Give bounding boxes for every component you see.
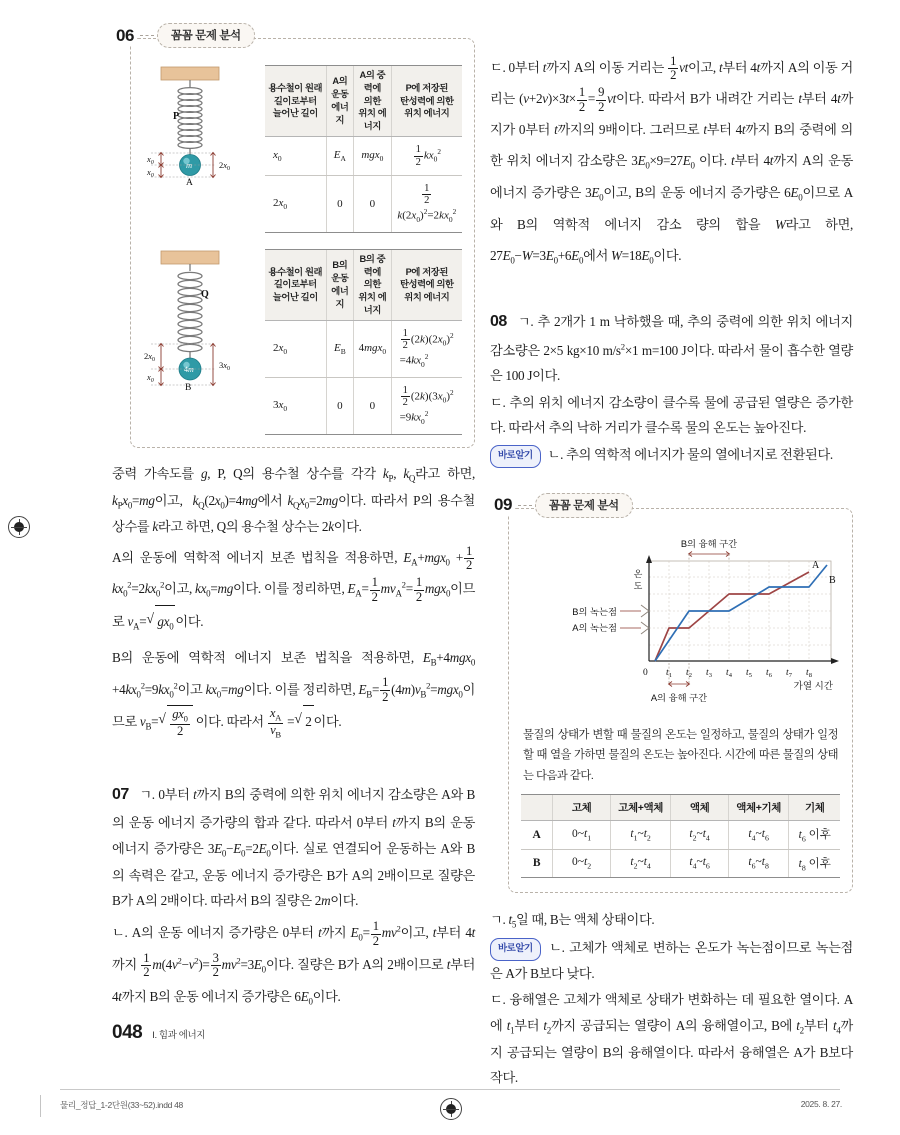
svg-text:t2: $t_2$ [686, 667, 692, 679]
question-09-solution [490, 907, 853, 1090]
barro-algi-badge: 바로알기 [490, 445, 541, 468]
dash-connector [518, 505, 532, 506]
dash-connector [140, 35, 154, 36]
question-06-number: 06 [113, 26, 137, 46]
cell-substance: A [521, 821, 553, 849]
state-table-header-row [521, 795, 840, 821]
right-column [490, 38, 853, 1090]
page-folio [112, 1022, 205, 1044]
svg-text:0: 0 [643, 667, 648, 678]
svg-text:B: B [185, 382, 192, 393]
barro-algi-badge: 바로알기 [490, 938, 541, 961]
cell-gpe: 4mgx$_0$ [354, 320, 391, 377]
q08-paragraph-barro: 바로알기 ㄴ. 추의 역학적 에너지가 물의 열에너지로 전환된다. [490, 442, 853, 468]
question-06-analysis-box [116, 25, 475, 448]
th-elastic-pe-p: P에 저장된 탄성력에 의한 위치 에너지 [391, 249, 462, 320]
svg-text:m: m [186, 160, 193, 170]
question-06-solution [112, 461, 475, 740]
spring-figure-b [143, 249, 263, 404]
svg-text:A의 녹는점: A의 녹는점 [572, 622, 617, 633]
energy-table-b [265, 249, 462, 435]
cell-solid: $0\sim t_1$ [553, 821, 610, 849]
cell-gpe: mgx$_0$ [354, 137, 391, 176]
q06-paragraph-1: 중력 가속도를 g, P, Q의 용수철 상수를 각각 $k_P$, $k_Q$라고 하면, $k_Px_0=mg$이고, $k_Q(2x_0)=4mg$에서 $k_Qx_0=2mg$이다. 따라서 P의 용수철 상수를 k라고 하면, Q의 용수철 상수는 2k이다. [112, 465, 475, 535]
question-06-header [113, 23, 255, 48]
svg-text:도: 도 [633, 580, 643, 591]
q07-paragraph-d: ㄷ. 0부터 t까지 A의 이동 거리는 $\frac{1}{2}$ vt이고, t부터 4t까지 A의 이동 거리는 (v+2v)×3t× $\frac{1}{2}$ = $\frac{9}{2}$ vt이다. 따라서 B가 내려간 거리는 t부터 4t까지가 0부터 t까지의 9배이다. 그러므로 t부터 4t까지 B의 중력에 의한 위치 에너지 감소량은 $3E_0\times 9=27E_0$ 이다. t부터 4t까지 A의 운동 에너지 증가량은 $3E_0$이고, B의 운동 에너지 증가량은 $6E_0$이므로 A와 B의 역학적 에너지 감소 량의 합을 W라고 하면, $27E_0-W=3E_0+6E_0$에서 $W=18E_0$이다. [490, 53, 854, 266]
cell-ke: 0 [326, 377, 354, 434]
analysis-badge: 꼼꼼 문제 분석 [157, 23, 255, 48]
heating-curve-chart [521, 539, 840, 719]
table-row [521, 849, 840, 877]
figure-b-table-b-row [143, 249, 462, 435]
table-row [521, 821, 840, 849]
th-spring-extension: 용수철이 원래 길이로부터 늘어난 길이 [265, 66, 326, 137]
table-row [265, 320, 462, 377]
svg-text:t5: $t_5$ [746, 667, 752, 679]
th-kinetic-energy-a: A의 운동 에너지 [326, 66, 354, 137]
imprint-filename: 물리_정답_1-2단원(33~52).indd 48 [60, 1100, 183, 1110]
th-kinetic-energy-b: B의 운동 에너지 [326, 249, 354, 320]
q09-paragraph-barro: 바로알기 ㄴ. 고체가 액체로 변하는 온도가 녹는점이므로 녹는점은 A가 B보다 낮다. [490, 939, 853, 982]
footer-rule [60, 1089, 840, 1090]
th-blank [521, 795, 553, 821]
cell-epe: $\frac{1}{2}$ $kx_0^2$ [391, 137, 462, 176]
table-b-wrapper [265, 249, 462, 435]
cell-ke: $E_A$ [326, 137, 354, 176]
cell-gas: $t_6$ 이후 [789, 821, 840, 849]
th-liquid-gas: 액체+기체 [728, 795, 789, 821]
q06-paragraph-3: B의 운동에 역학적 에너지 보존 법칙을 적용하면, $E_B+4mgx_0 +4kx_0^2=9kx_0^2$이고 $kx_0=mg$이다. 이를 정리하면, $E_B=$ $\frac{1}{2}$ $(4m)v_B^2=mgx_0$이므로 $v_B=$ √ $\frac{gx_0}{2}$ 이다. 따라서 $\frac{x_A}{v_B}$ = √ 2 이다. [112, 642, 475, 740]
table-b-header-row [265, 249, 462, 320]
spring-figure-a [143, 65, 263, 195]
cell-gpe: 0 [354, 175, 391, 232]
q06-paragraph-2: A의 운동에 역학적 에너지 보존 법칙을 적용하면, $E_A+mgx_0$ + $\frac{1}{2}$ $kx_0^2=2kx_0^2$이고, $kx_0=mg$이다. 이를 정리하면, $E_A=$ $\frac{1}{2}$ $mv_A^2=$ $\frac{1}{2}$ mgx$_0$이므로 $v_A=$ √ $gx_0$ 이다. [112, 542, 475, 638]
th-spring-extension: 용수철이 원래 길이로부터 늘어난 길이 [265, 249, 326, 320]
svg-text:4m: 4m [184, 364, 194, 374]
cell-liquid-gas: $t_4\sim t_6$ [728, 821, 789, 849]
svg-text:A: A [812, 559, 820, 571]
table-row [265, 175, 462, 232]
svg-text:2x0: $2x_0$ [219, 160, 231, 172]
cell-solid-liquid: $t_1\sim t_2$ [610, 821, 671, 849]
question-08-solution [490, 307, 853, 467]
svg-text:Q: Q [201, 288, 209, 300]
th-liquid: 액체 [671, 795, 728, 821]
question-07-solution [112, 780, 475, 1013]
registration-mark-left [8, 516, 28, 536]
imprint-date: 2025. 8. 27. [800, 1099, 842, 1109]
svg-text:B의 융해 구간: B의 융해 구간 [680, 538, 738, 549]
cell-extension: $x_0$ [265, 137, 326, 176]
svg-text:t1: $t_1$ [666, 667, 672, 679]
cell-extension: $3x_0$ [265, 377, 326, 434]
th-gravitational-pe-a: A의 중력에 의한 위치 에너지 [354, 66, 391, 137]
q09-paragraph-g: ㄱ. $t_5$일 때, B는 액체 상태이다. [490, 911, 655, 930]
svg-text:t8: $t_8$ [806, 667, 812, 679]
svg-text:A: A [186, 178, 193, 188]
cell-ke: $E_B$ [326, 320, 354, 377]
folio-number: 048 [112, 1022, 143, 1043]
svg-text:t4: $t_4$ [726, 667, 732, 679]
cell-epe: $\frac{1}{2}$ $(2k)(3x_0)^2$ $=9kx_0^2$ [391, 377, 462, 434]
cell-solid: $0\sim t_2$ [553, 849, 610, 877]
analysis-badge: 꼼꼼 문제 분석 [535, 493, 633, 518]
svg-text:x0: $x_0$ [147, 371, 154, 384]
folio-section: I. 힘과 에너지 [152, 1030, 206, 1041]
th-solid: 고체 [553, 795, 610, 821]
table-row [265, 377, 462, 434]
question-09-analysis-box [494, 495, 853, 893]
question-08-number: 08 [490, 313, 507, 331]
cell-gas: $t_8$ 이후 [789, 849, 840, 877]
q08-paragraph-g: 08 ㄱ. 추 2개가 1 m 낙하했을 때, 추의 중력에 의한 위치 에너지 감소량은 2×5 kg×10 $m/s^2\times 1$ m=100 J이다. 따라서 물이 흡수한 열량은 100 J이다. [490, 313, 853, 384]
cell-liquid: $t_4\sim t_6$ [671, 849, 728, 877]
svg-text:t7: $t_7$ [786, 667, 792, 679]
svg-text:P: P [173, 111, 180, 122]
svg-text:3x0: $3x_0$ [219, 359, 231, 372]
svg-text:가열 시간: 가열 시간 [793, 680, 833, 692]
figure-a-table-a-row [143, 65, 462, 233]
footer-vertical-bar [40, 1095, 41, 1117]
cell-ke: 0 [326, 175, 354, 232]
cell-liquid: $t_2\sim t_4$ [671, 821, 728, 849]
cell-substance: B [521, 849, 553, 877]
svg-text:A의 융해 구간: A의 융해 구간 [650, 692, 708, 703]
q07-paragraph-n: ㄴ. A의 운동 에너지 증가량은 0부터 t까지 $E_0=$ $\frac{1}{2}$ $mv^2$이고, t부터 4t까지 $\frac{1}{2}$ $m(4v^2-v^2)=$ $\frac{3}{2}$ $mv^2=3E_0$이다. 질량은 B가 A의 2배이므로 t부터 4t까지 B의 운동 에너지 증가량은 $6E_0$이다. [112, 919, 476, 1007]
svg-text:t3: $t_3$ [706, 667, 712, 679]
svg-text:온: 온 [633, 568, 643, 579]
question-07-number: 07 [112, 785, 129, 803]
state-table [521, 794, 840, 878]
svg-text:t6: $t_6$ [766, 667, 772, 679]
th-elastic-pe-p: P에 저장된 탄성력에 의한 위치 에너지 [391, 66, 462, 137]
th-gravitational-pe-b: B의 중력에 의한 위치 에너지 [354, 249, 391, 320]
th-solid-liquid: 고체+액체 [610, 795, 671, 821]
cell-epe: $\frac{1}{2}$ $(2k)(2x_0)^2$ $=4kx_0^2$ [391, 320, 462, 377]
svg-text:B의 녹는점: B의 녹는점 [572, 606, 617, 617]
svg-text:2x0: $2x_0$ [144, 350, 156, 363]
cell-gpe: 0 [354, 377, 391, 434]
q07-paragraph-g: 07 ㄱ. 0부터 t까지 B의 중력에 의한 위치 에너지 감소량은 A와 B의 운동 에너지 증가량의 합과 같다. 따라서 0부터 t까지 B의 운동 에너지 증가량은 $3E_0-E_0=2E_0$이다. 실로 연결되어 운동하는 A와 B의 속력은 같고, 운동 에너지 증가량은 B가 A의 2배이므로 질량은 B가 A의 2배이다. 따라서 B의 질량은 2m이다. [112, 785, 476, 908]
left-column [112, 25, 476, 1043]
svg-text:B: B [829, 574, 836, 586]
table-row [265, 137, 462, 176]
registration-mark-bottom [440, 1098, 460, 1118]
cell-extension: $2x_0$ [265, 175, 326, 232]
cell-solid-liquid: $t_2\sim t_4$ [610, 849, 671, 877]
q09-note: 물질의 상태가 변할 때 물질의 온도는 일정하고, 물질의 상태가 일정할 때 열을 가하면 물질의 온도는 높아진다. 시간에 따른 물질의 상태는 다음과 같다. [523, 728, 838, 782]
table-a-header-row [265, 66, 462, 137]
cell-liquid-gas: $t_6\sim t_8$ [728, 849, 789, 877]
cell-epe: $\frac{1}{2}$ $k(2x_0)^2=2kx_0^2$ [391, 175, 462, 232]
th-gas: 기체 [789, 795, 840, 821]
cell-extension: $2x_0$ [265, 320, 326, 377]
q08-paragraph-d: ㄷ. 추의 위치 에너지 감소량이 클수록 물에 공급된 열량은 증가한다. 따라서 추의 낙하 거리가 클수록 물의 온도는 높아진다. [490, 394, 853, 436]
q09-paragraph-d: ㄷ. 융해열은 고체가 액체로 상태가 변화하는 데 필요한 열이다. A에 $t_1$부터 $t_2$까지 공급되는 열량이 A의 융해열이고, B에 $t_2$부터 $t_4$까지 공급되는 열량이 B의 융해열이다. 따라서 융해열은 A가 B보다 작다. [490, 992, 853, 1085]
question-09-number: 09 [491, 495, 515, 515]
svg-text:x0: $x_0$ [147, 167, 154, 179]
energy-table-a [265, 65, 462, 233]
table-a-wrapper [265, 65, 462, 233]
svg-text:x0: $x_0$ [147, 154, 154, 166]
question-09-header [491, 493, 633, 518]
